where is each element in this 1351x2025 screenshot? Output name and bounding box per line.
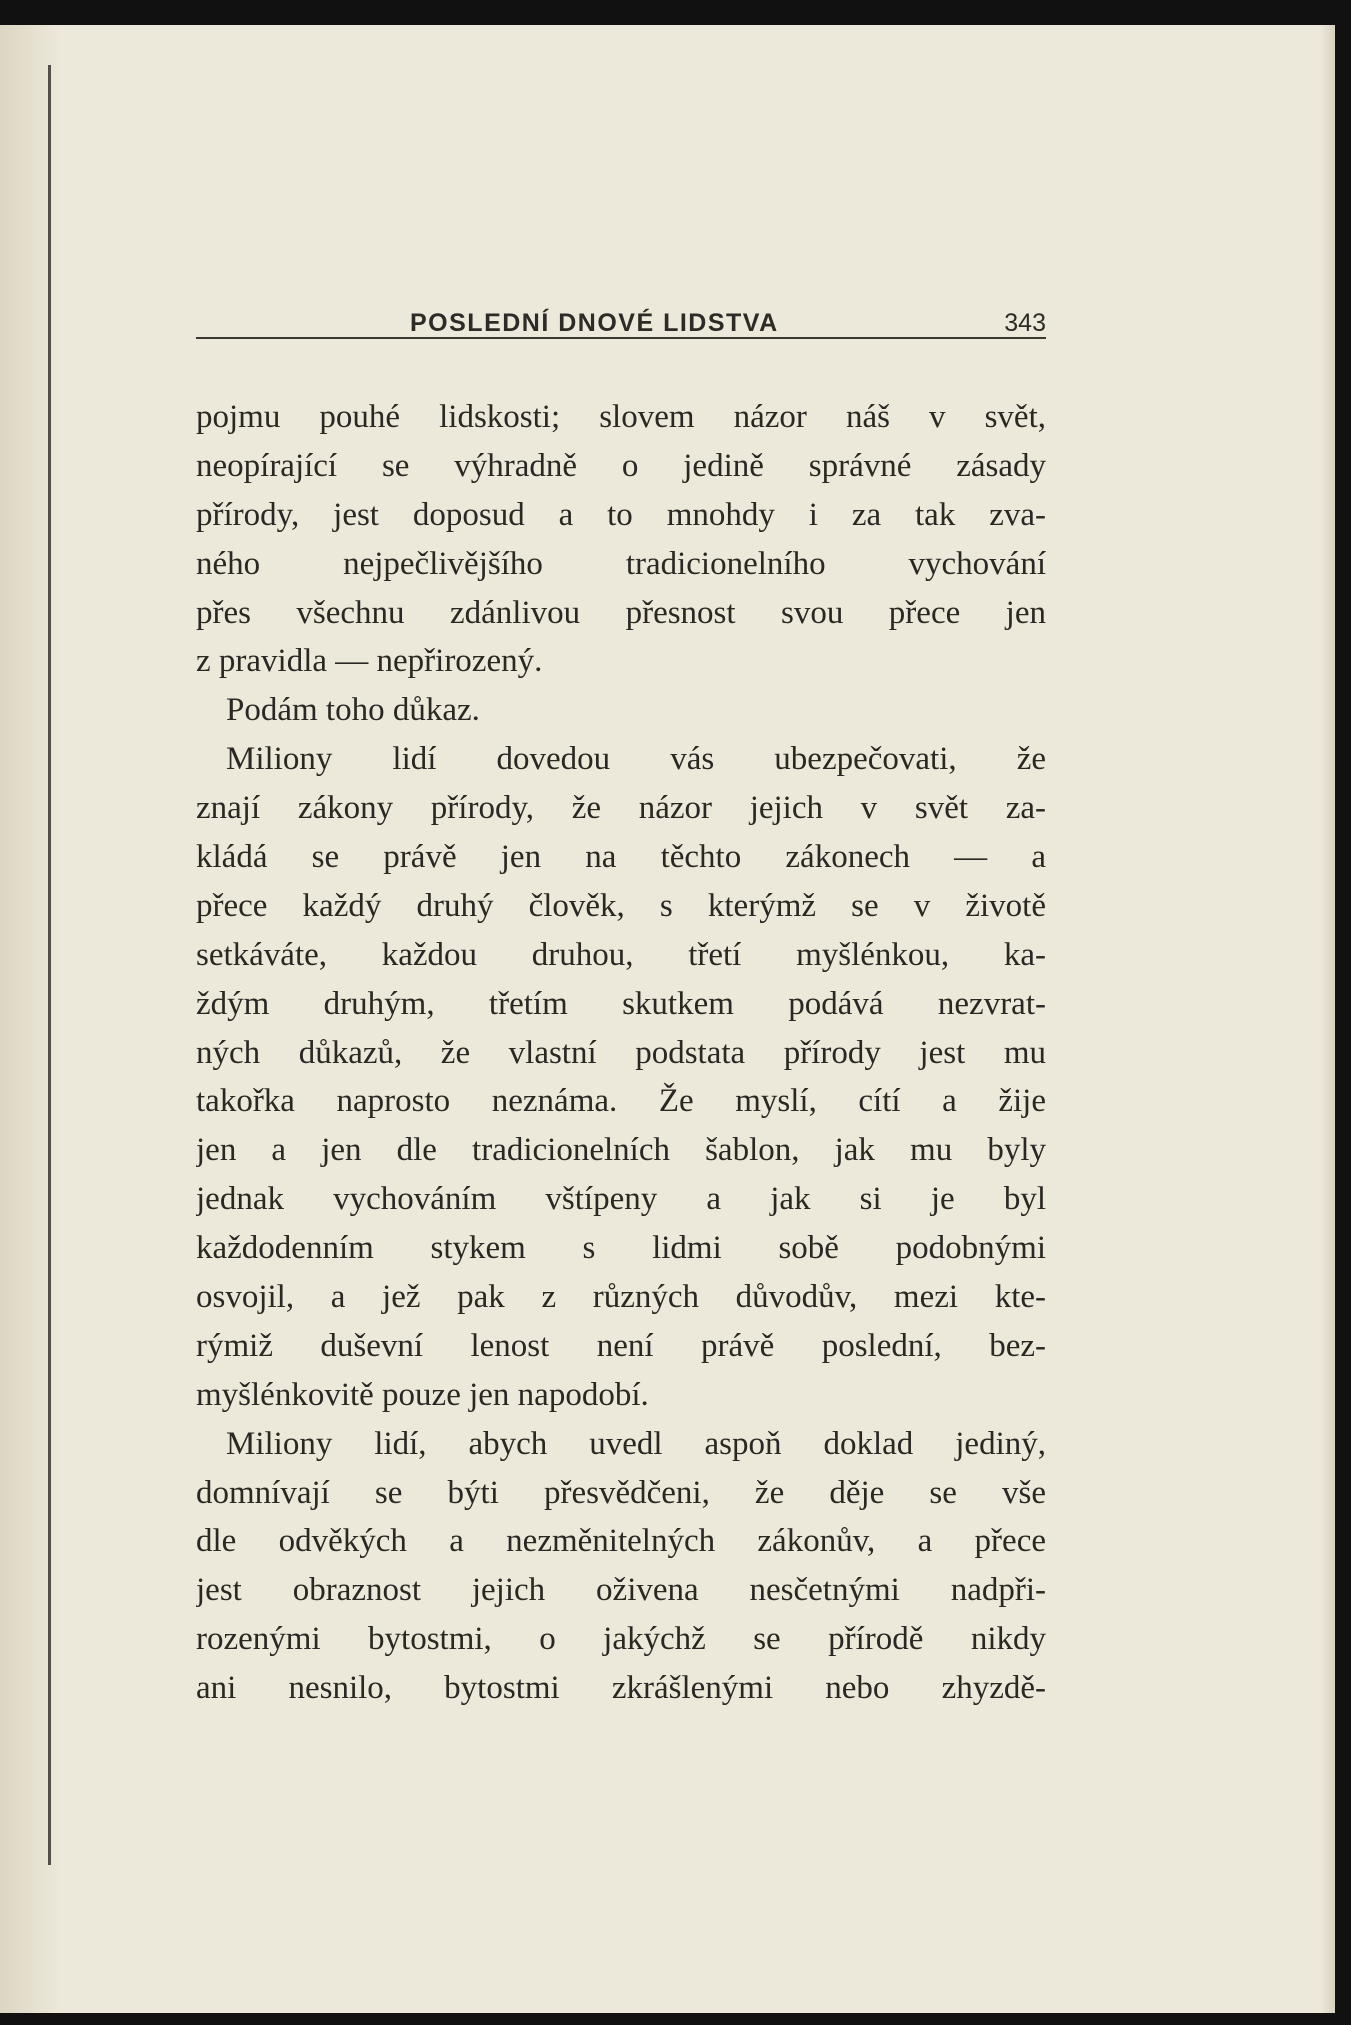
text-line: z pravidla — nepřirozený. <box>196 643 543 680</box>
page-number: 343 <box>1004 309 1046 337</box>
text-line: přece každý druhý člověk, s kterýmž se v životě <box>196 887 1046 924</box>
text-line: ných důkazů, že vlastní podstata přírody jest mu <box>196 1034 1046 1071</box>
text-line: myšlénkovitě pouze jen napodobí. <box>196 1376 649 1413</box>
text-line: Miliony lidí, abych uvedl aspoň doklad jediný, <box>226 1425 1046 1462</box>
text-line: jednak vychováním vštípeny a jak si je byl <box>196 1181 1046 1218</box>
text-line: rozenými bytostmi, o jakýchž se přírodě nikdy <box>196 1621 1046 1658</box>
text-line: pojmu pouhé lidskosti; slovem názor náš v svět, <box>196 399 1046 435</box>
book-page <box>0 25 1335 2013</box>
page-header <box>196 277 1046 339</box>
binding-shadow-line <box>48 65 51 1865</box>
text-line: kládá se právě jen na těchto zákonech — a <box>196 839 1046 876</box>
running-head: POSLEDNÍ DNOVÉ LIDSTVA <box>410 309 779 337</box>
page-edge <box>1321 25 1335 2013</box>
text-line: Podám toho důkaz. <box>226 692 480 729</box>
text-line: osvojil, a jež pak z různých důvodův, mezi kte- <box>196 1279 1046 1316</box>
text-line: domnívají se býti přesvědčeni, že děje se vše <box>196 1474 1046 1511</box>
text-line: jest obraznost jejich oživena nesčetnými nadpři- <box>196 1572 1046 1609</box>
text-line: jen a jen dle tradicionelních šablon, jak mu byly <box>196 1132 1046 1169</box>
text-line: rýmiž duševní lenost není právě poslední, bez- <box>196 1327 1046 1364</box>
page-gutter <box>0 25 60 2013</box>
text-line: přes všechnu zdánlivou přesnost svou přece jen <box>196 594 1046 631</box>
text-line: každodenním stykem s lidmi sobě podobnými <box>196 1230 1046 1267</box>
text-line: neopírající se výhradně o jedině správné zásady <box>196 447 1046 484</box>
text-line: znají zákony přírody, že názor jejich v svět za- <box>196 790 1046 827</box>
text-line: ani nesnilo, bytostmi zkrášlenými nebo zhyzdě- <box>196 1670 1046 1707</box>
body-text <box>196 393 1046 1713</box>
text-line: ždým druhým, třetím skutkem podává nezvrat- <box>196 985 1046 1022</box>
text-line: takořka naprosto neznáma. Že myslí, cítí a žije <box>196 1083 1046 1120</box>
text-line: ného nejpečlivějšího tradicionelního vychování <box>196 545 1046 582</box>
text-line: přírody, jest doposud a to mnohdy i za tak zva- <box>196 496 1046 533</box>
text-line: Miliony lidí dovedou vás ubezpečovati, že <box>226 741 1046 778</box>
text-line: setkáváte, každou druhou, třetí myšlénkou, ka- <box>196 936 1046 973</box>
text-line: dle odvěkých a nezměnitelných zákonův, a přece <box>196 1523 1046 1560</box>
